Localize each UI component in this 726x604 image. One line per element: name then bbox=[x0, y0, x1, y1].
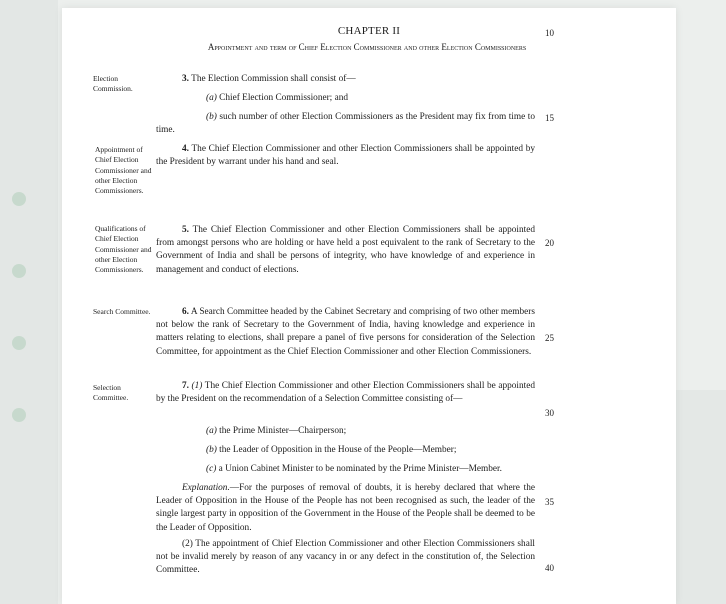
clause-text: a Union Cabinet Minister to be nominated by the Prime Minister—Member. bbox=[218, 464, 502, 474]
section-number: 6. bbox=[182, 307, 189, 317]
section-number: 3. bbox=[182, 74, 189, 84]
section-number: 7. bbox=[182, 381, 189, 391]
background-sidebar bbox=[0, 0, 58, 604]
line-number: 20 bbox=[545, 238, 554, 248]
clause-text: the Prime Minister—Chairperson; bbox=[219, 426, 347, 436]
margin-note-search-committee: Search Committee. bbox=[93, 307, 151, 316]
section-number: 5. bbox=[182, 225, 189, 235]
subsection-text: (2) The appointment of Chief Election Commissioner and other Election Commissioners shall not be invalid merely by reason of any vacancy in or any defect in the constitution of, the Selection Committee. bbox=[156, 539, 535, 576]
section-text: The Chief Election Commissioner and other Election Commissioners shall be appointed from amongst persons who are holding or have held a post equivalent to the rank of Secretary to the Government of India and shall be persons of integrity, who have knowledge of and experience in management and conduct of elections. bbox=[156, 225, 535, 275]
section-6 bbox=[156, 306, 535, 359]
margin-note-qualifications: Qualifications of Chief Election Commissioner and other Election Commissioners. bbox=[95, 224, 152, 275]
margin-note-selection-committee: Selection Committee. bbox=[93, 383, 129, 403]
section-5 bbox=[156, 224, 535, 277]
section-4 bbox=[156, 143, 535, 169]
line-number: 40 bbox=[545, 563, 554, 573]
clause-label: (a) bbox=[206, 93, 217, 103]
clause-3b bbox=[156, 111, 535, 137]
section-7 bbox=[156, 380, 535, 406]
clause-text: Chief Election Commissioner; and bbox=[219, 93, 349, 103]
chapter-heading: Appointment and term of Chief Election Commissioner and other Election Commissioners bbox=[207, 42, 527, 52]
background-dot-icon bbox=[12, 336, 26, 350]
section-number: 4. bbox=[182, 144, 189, 154]
section-text: The Election Commission shall consist of— bbox=[191, 74, 356, 84]
background-dot-icon bbox=[12, 408, 26, 422]
explanation-text: —For the purposes of removal of doubts, it is hereby declared that where the Leader of Opposition in the House of the People has not been recognised as such, the leader of the single largest party in opposition of the Government in the House of the People shall be deemed to be the Leader of Opposition. bbox=[156, 483, 535, 533]
clause-7b bbox=[206, 444, 536, 457]
section-text: The Chief Election Commissioner and other Election Commissioners shall be appointed by the President by warrant under his hand and seal. bbox=[156, 144, 535, 168]
clause-text: the Leader of Opposition in the House of the People—Member; bbox=[219, 445, 457, 455]
clause-text: such number of other Election Commissioners as the President may fix from time to time. bbox=[156, 112, 535, 136]
background-dot-icon bbox=[12, 264, 26, 278]
explanation-label: Explanation. bbox=[182, 483, 230, 493]
clause-label: (c) bbox=[206, 464, 217, 474]
clause-7c bbox=[206, 463, 536, 476]
margin-note-appointment: Appointment of Chief Election Commissioner and other Election Commissioners. bbox=[95, 145, 152, 196]
clause-3a bbox=[206, 92, 536, 105]
line-number: 35 bbox=[545, 497, 554, 507]
clause-label: (b) bbox=[206, 445, 217, 455]
line-number: 25 bbox=[545, 333, 554, 343]
document-page bbox=[62, 8, 676, 604]
clause-label: (a) bbox=[206, 426, 217, 436]
section-text: A Search Committee headed by the Cabinet Secretary and comprising of two other members not below the rank of Secretary to the Government of India, having knowledge and experience in matters relating to elections, shall prepare a panel of five persons for consideration of the Selection Committee, for appointment as the Chief Election Commissioner and other Election Commissioners. bbox=[156, 307, 535, 357]
clause-label: (b) bbox=[206, 112, 217, 122]
section-text: The Chief Election Commissioner and other Election Commissioners shall be appointed by the President on the recommendation of a Selection Committee consisting of— bbox=[156, 381, 535, 405]
line-number: 15 bbox=[545, 113, 554, 123]
explanation bbox=[156, 482, 535, 535]
clause-7a bbox=[206, 425, 536, 438]
subsection-label: (1) bbox=[191, 381, 203, 391]
chapter-title: CHAPTER II bbox=[337, 25, 401, 37]
background-dot-icon bbox=[12, 192, 26, 206]
line-number: 10 bbox=[545, 28, 554, 38]
line-number: 30 bbox=[545, 408, 554, 418]
subsection-7-2 bbox=[156, 538, 535, 578]
section-3 bbox=[156, 73, 535, 86]
margin-note-election-commission: Election Commission. bbox=[93, 74, 133, 94]
